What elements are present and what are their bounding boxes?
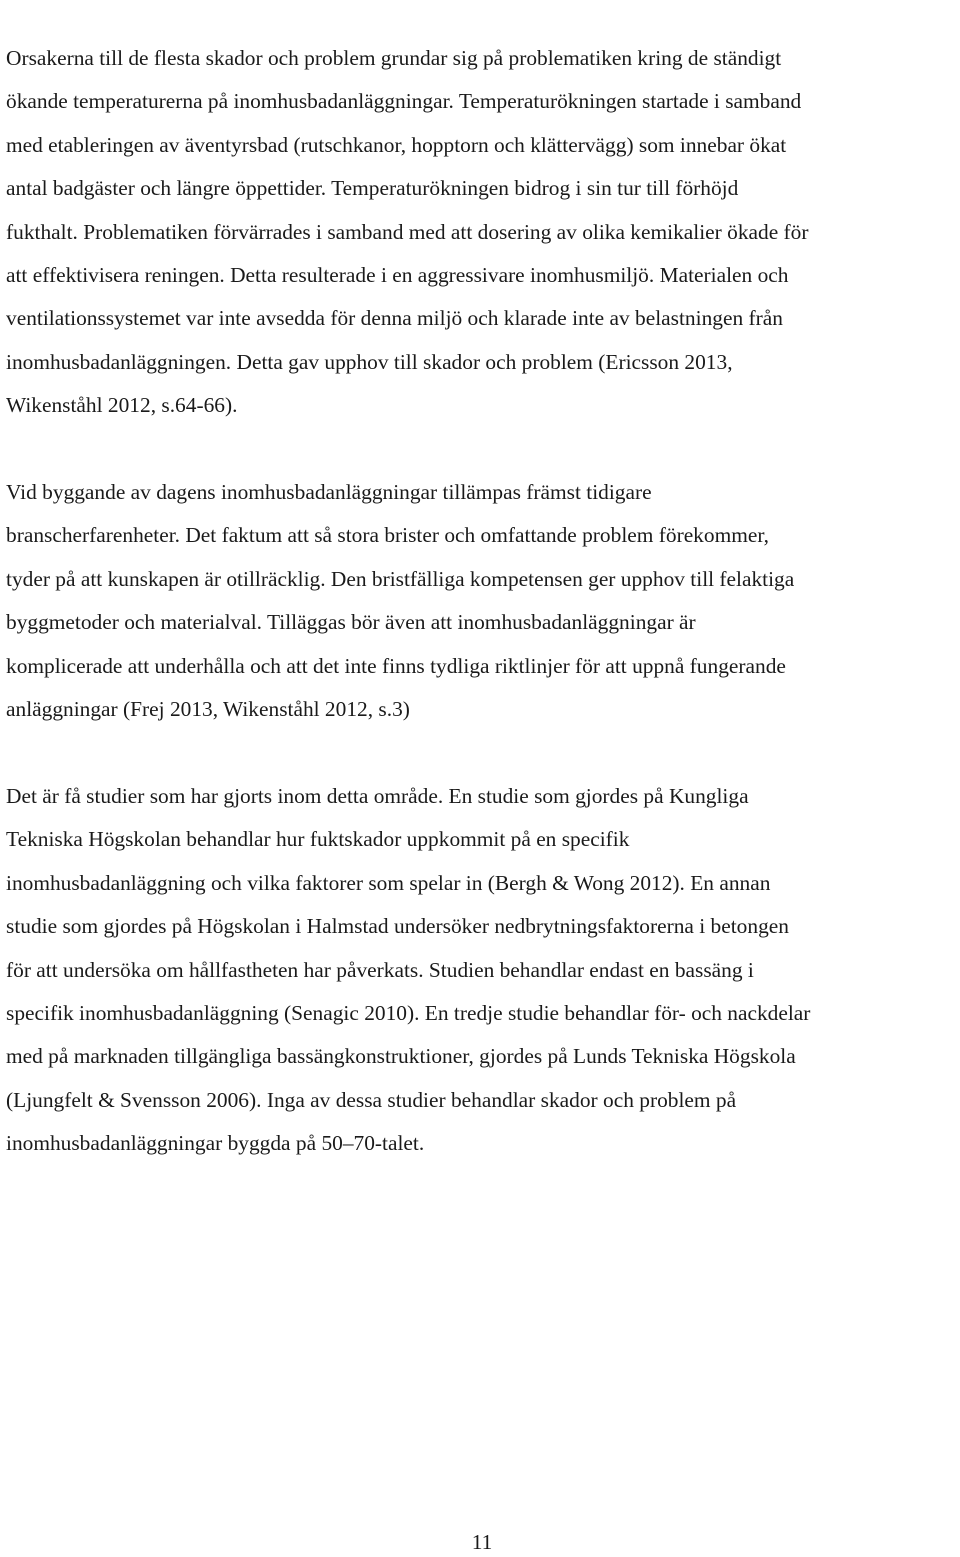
page-number: 11 <box>471 1530 493 1554</box>
paragraph-construction-experience: Vid byggande av dagens inomhusbadanläggningar tillämpas främst tidigare branscherfarenheter. Det faktum att så stora brister och omfattande problem förekommer, tyder på att kunskapen är otillräcklig. Den bristfälliga kompetensen ger upphov till felaktiga byggmetoder och materialval. Tilläggas bör även att inomhusbadanläggningar är komplicerade att underhålla och att det inte finns tydliga riktlinjer för att uppnå fungerande anläggningar (Frej 2013, Wikenståhl 2012, s.3) <box>6 480 795 722</box>
paragraph-previous-studies: Det är få studier som har gjorts inom detta område. En studie som gjordes på Kungliga Tekniska Högskolan behandlar hur fuktskador uppkommit på en specifik inomhusbadanläggning och vilka faktorer som spelar in (Bergh & Wong 2012). En annan studie som gjordes på Högskolan i Halmstad undersöker nedbrytningsfaktorerna i betongen för att undersöka om hållfastheten har påverkats. Studien behandlar endast en bassäng i specifik inomhusbadanläggning (Senagic 2010). En tredje studie behandlar för- och nackdelar med på marknaden tillgängliga bassängkonstruktioner, gjordes på Lunds Tekniska Högskola (Ljungfelt & Svensson 2006). Inga av dessa studier behandlar skador och problem på inomhusbadanläggningar byggda på 50–70-talet. <box>6 783 811 1156</box>
paragraph-causes: Orsakerna till de flesta skador och problem grundar sig på problematiken kring de ständigt ökande temperaturerna på inomhusbadanläggningar. Temperaturökningen startade i samband med etableringen av äventyrsbad (rutschkanor, hopptorn och klättervägg) som innebar ökat antal badgäster och längre öppettider. Temperaturökningen bidrog i sin tur till förhöjd fukthalt. Problematiken förvärrades i samband med att dosering av olika kemikalier ökade för att effektivisera reningen. Detta resulterade i en aggressivare inomhusmiljö. Materialen och ventilationssystemet var inte avsedda för denna miljö och klarade inte av belastningen från inomhusbadanläggningen. Detta gav upphov till skador och problem (Ericsson 2013, Wikenståhl 2012, s.64-66). <box>6 46 809 418</box>
body-text <box>6 37 956 1166</box>
